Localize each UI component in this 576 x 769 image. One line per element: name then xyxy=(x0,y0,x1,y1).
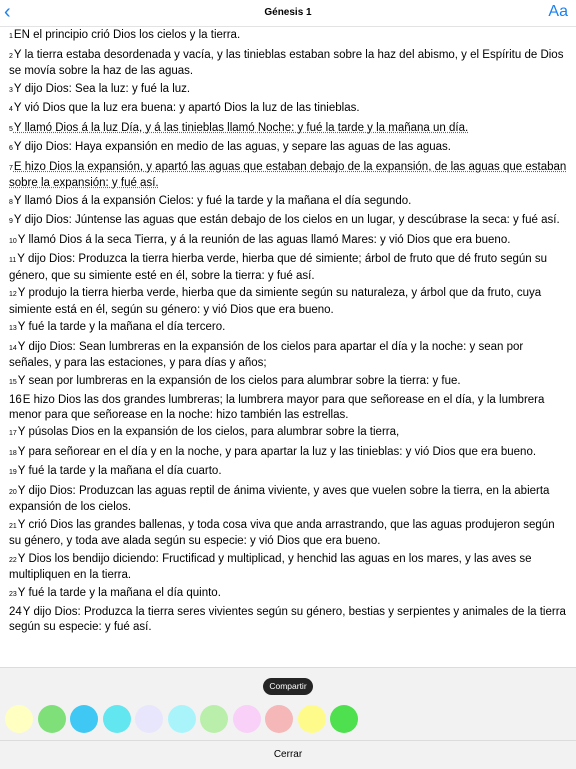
verse[interactable] xyxy=(9,340,567,371)
verse[interactable] xyxy=(9,140,567,157)
verse[interactable] xyxy=(9,518,567,549)
verse-number: 14 xyxy=(9,344,17,352)
verse-text: Y dijo Dios: Júntense las aguas que están debajo de los cielos en un lugar, y descúbrase la seca: y fué así. xyxy=(13,214,560,226)
verse-text: Y llamó Dios á la luz Día, y á las tinieblas llamó Noche: y fué la tarde y la mañana un día. xyxy=(13,121,469,134)
verse[interactable] xyxy=(9,484,567,515)
verse-text: E hizo Dios las dos grandes lumbreras; la lumbrera mayor para que señorease en el día, y la lumbrera menor para que señorease en la noche: hizo también las estrellas. xyxy=(9,394,545,421)
verse-number: 20 xyxy=(9,488,17,496)
highlight-color-swatch[interactable] xyxy=(38,705,66,733)
verse-number: 8 xyxy=(9,198,13,206)
verse[interactable] xyxy=(9,552,567,583)
verse-number: 6 xyxy=(9,145,13,152)
verse-number: 2 xyxy=(9,52,13,60)
verse-text: Y para señorear en el día y en la noche, y para apartar la luz y las tinieblas: y vió Dios que era bueno. xyxy=(17,445,537,458)
divider xyxy=(0,740,576,741)
verse-text: Y fué la tarde y la mañana el día cuarto. xyxy=(17,465,222,477)
verse-number: 4 xyxy=(9,106,13,113)
verse-text: Y llamó Dios á la seca Tierra, y á la reunión de las aguas llamó Mares: y vió Dios que era bueno. xyxy=(17,233,511,246)
verse[interactable] xyxy=(9,160,567,191)
verse[interactable] xyxy=(9,445,567,462)
verse-text: Y Dios los bendijo diciendo: Fructificad y multiplicad, y henchid las aguas en los mares, y las aves se multipliquen en la tierra. xyxy=(9,552,532,581)
verse-number: 9 xyxy=(9,218,13,225)
verse-number: 22 xyxy=(9,556,17,564)
verse-text: Y fué la tarde y la mañana el día tercero. xyxy=(17,321,226,333)
verse[interactable] xyxy=(9,213,567,230)
verse-text: Y dijo Dios: Produzca la tierra seres vivientes según su género, bestias y serpientes y animales de la tierra según su especie: y fué así. xyxy=(9,606,566,633)
verse-number: 17 xyxy=(9,430,17,437)
highlight-color-swatch[interactable] xyxy=(135,705,163,733)
highlight-color-swatch[interactable] xyxy=(233,705,261,733)
verse-text: Y dijo Dios: Sea la luz: y fué la luz. xyxy=(13,82,191,95)
highlight-color-swatch[interactable] xyxy=(330,705,358,733)
verse[interactable] xyxy=(9,586,567,603)
verse-text: Y dijo Dios: Produzcan las aguas reptil de ánima viviente, y aves que vuelen sobre la tierra, en la abierta expansión de los cielos. xyxy=(9,484,550,513)
highlight-color-swatch[interactable] xyxy=(5,705,33,733)
verse[interactable] xyxy=(9,194,567,211)
highlight-color-swatch[interactable] xyxy=(70,705,98,733)
highlight-color-swatch[interactable] xyxy=(265,705,293,733)
verse-number: 16 xyxy=(9,394,22,406)
chevron-left-icon[interactable]: ‹ xyxy=(4,1,11,23)
verse-number: 15 xyxy=(9,378,17,386)
verse-number: 24 xyxy=(9,606,22,618)
verse-number: 18 xyxy=(9,449,17,457)
verse[interactable] xyxy=(9,605,567,634)
verse[interactable] xyxy=(9,121,567,138)
close-button[interactable]: Cerrar xyxy=(273,749,303,760)
navigation-bar xyxy=(0,0,576,27)
verse[interactable] xyxy=(9,393,567,422)
verse-text: Y la tierra estaba desordenada y vacía, y las tinieblas estaban sobre la haz del abismo, y el Espíritu de Dios se movía sobre la haz de las aguas. xyxy=(9,48,564,77)
verse-text: Y dijo Dios: Haya expansión en medio de las aguas, y separe las aguas de las aguas. xyxy=(13,141,451,153)
verse[interactable] xyxy=(9,425,567,442)
verse-text: EN el principio crió Dios los cielos y la tierra. xyxy=(13,29,241,41)
verse-text: Y sean por lumbreras en la expansión de los cielos para alumbrar sobre la tierra: y fue. xyxy=(17,374,461,387)
verse-text: Y púsolas Dios en la expansión de los cielos, para alumbrar sobre la tierra, xyxy=(17,426,400,438)
text-size-button[interactable]: Aa xyxy=(548,3,568,20)
verse[interactable] xyxy=(9,48,567,79)
verse-text: Y dijo Dios: Produzca la tierra hierba verde, hierba que dé simiente; árbol de fruto que dé fruto según su género, que su simiente esté en él, sobre la tierra: y fué así. xyxy=(9,253,548,282)
verse[interactable] xyxy=(9,82,567,99)
verse-text: Y produjo la tierra hierba verde, hierba que da simiente según su naturaleza, y árbol que da fruto, cuya simiente está en él, según su género: y vió Dios que era bueno. xyxy=(9,287,542,316)
verse-text: Y fué la tarde y la mañana el día quinto. xyxy=(17,586,221,599)
highlight-color-swatch[interactable] xyxy=(200,705,228,733)
verse-number: 7 xyxy=(9,164,13,172)
verse-number: 5 xyxy=(9,125,13,133)
verse[interactable] xyxy=(9,374,567,391)
verse-text: E hizo Dios la expansión, y apartó las aguas que estaban debajo de la expansión, de las aguas que estaban sobre la expansión: y fué así. xyxy=(9,160,567,189)
verse-text: Y vió Dios que la luz era buena: y apartó Dios la luz de las tinieblas. xyxy=(13,102,360,114)
highlight-color-swatch[interactable] xyxy=(168,705,196,733)
verse[interactable] xyxy=(9,464,567,481)
verse-text: Y crió Dios las grandes ballenas, y toda cosa viva que anda arrastrando, que las aguas produjeron según su género, y toda ave alada según su especie: y vió Dios que era bueno. xyxy=(9,518,555,547)
verse-number: 3 xyxy=(9,86,13,94)
verse[interactable] xyxy=(9,101,567,118)
verse-list xyxy=(9,28,567,666)
verse-number: 11 xyxy=(9,257,17,264)
verse[interactable] xyxy=(9,233,567,250)
verse[interactable] xyxy=(9,252,567,283)
page-title: Génesis 1 xyxy=(264,7,312,18)
verse-text: Y llamó Dios á la expansión Cielos: y fué la tarde y la mañana el día segundo. xyxy=(13,194,412,207)
verse-number: 13 xyxy=(9,325,17,332)
verse-number: 1 xyxy=(9,33,13,40)
verse-number: 19 xyxy=(9,469,17,476)
verse[interactable] xyxy=(9,320,567,337)
highlight-color-swatch[interactable] xyxy=(298,705,326,733)
highlight-panel xyxy=(0,667,576,769)
verse[interactable] xyxy=(9,28,567,45)
verse[interactable] xyxy=(9,286,567,317)
verse-number: 23 xyxy=(9,590,17,598)
verse-number: 21 xyxy=(9,522,17,530)
verse-number: 12 xyxy=(9,291,17,298)
verse-text: Y dijo Dios: Sean lumbreras en la expansión de los cielos para apartar el día y la noche: y sean por señales, y para las estaciones, y para días y años; xyxy=(9,340,524,369)
highlight-color-swatch[interactable] xyxy=(103,705,131,733)
share-button[interactable]: Compartir xyxy=(263,678,313,695)
verse-number: 10 xyxy=(9,237,17,245)
